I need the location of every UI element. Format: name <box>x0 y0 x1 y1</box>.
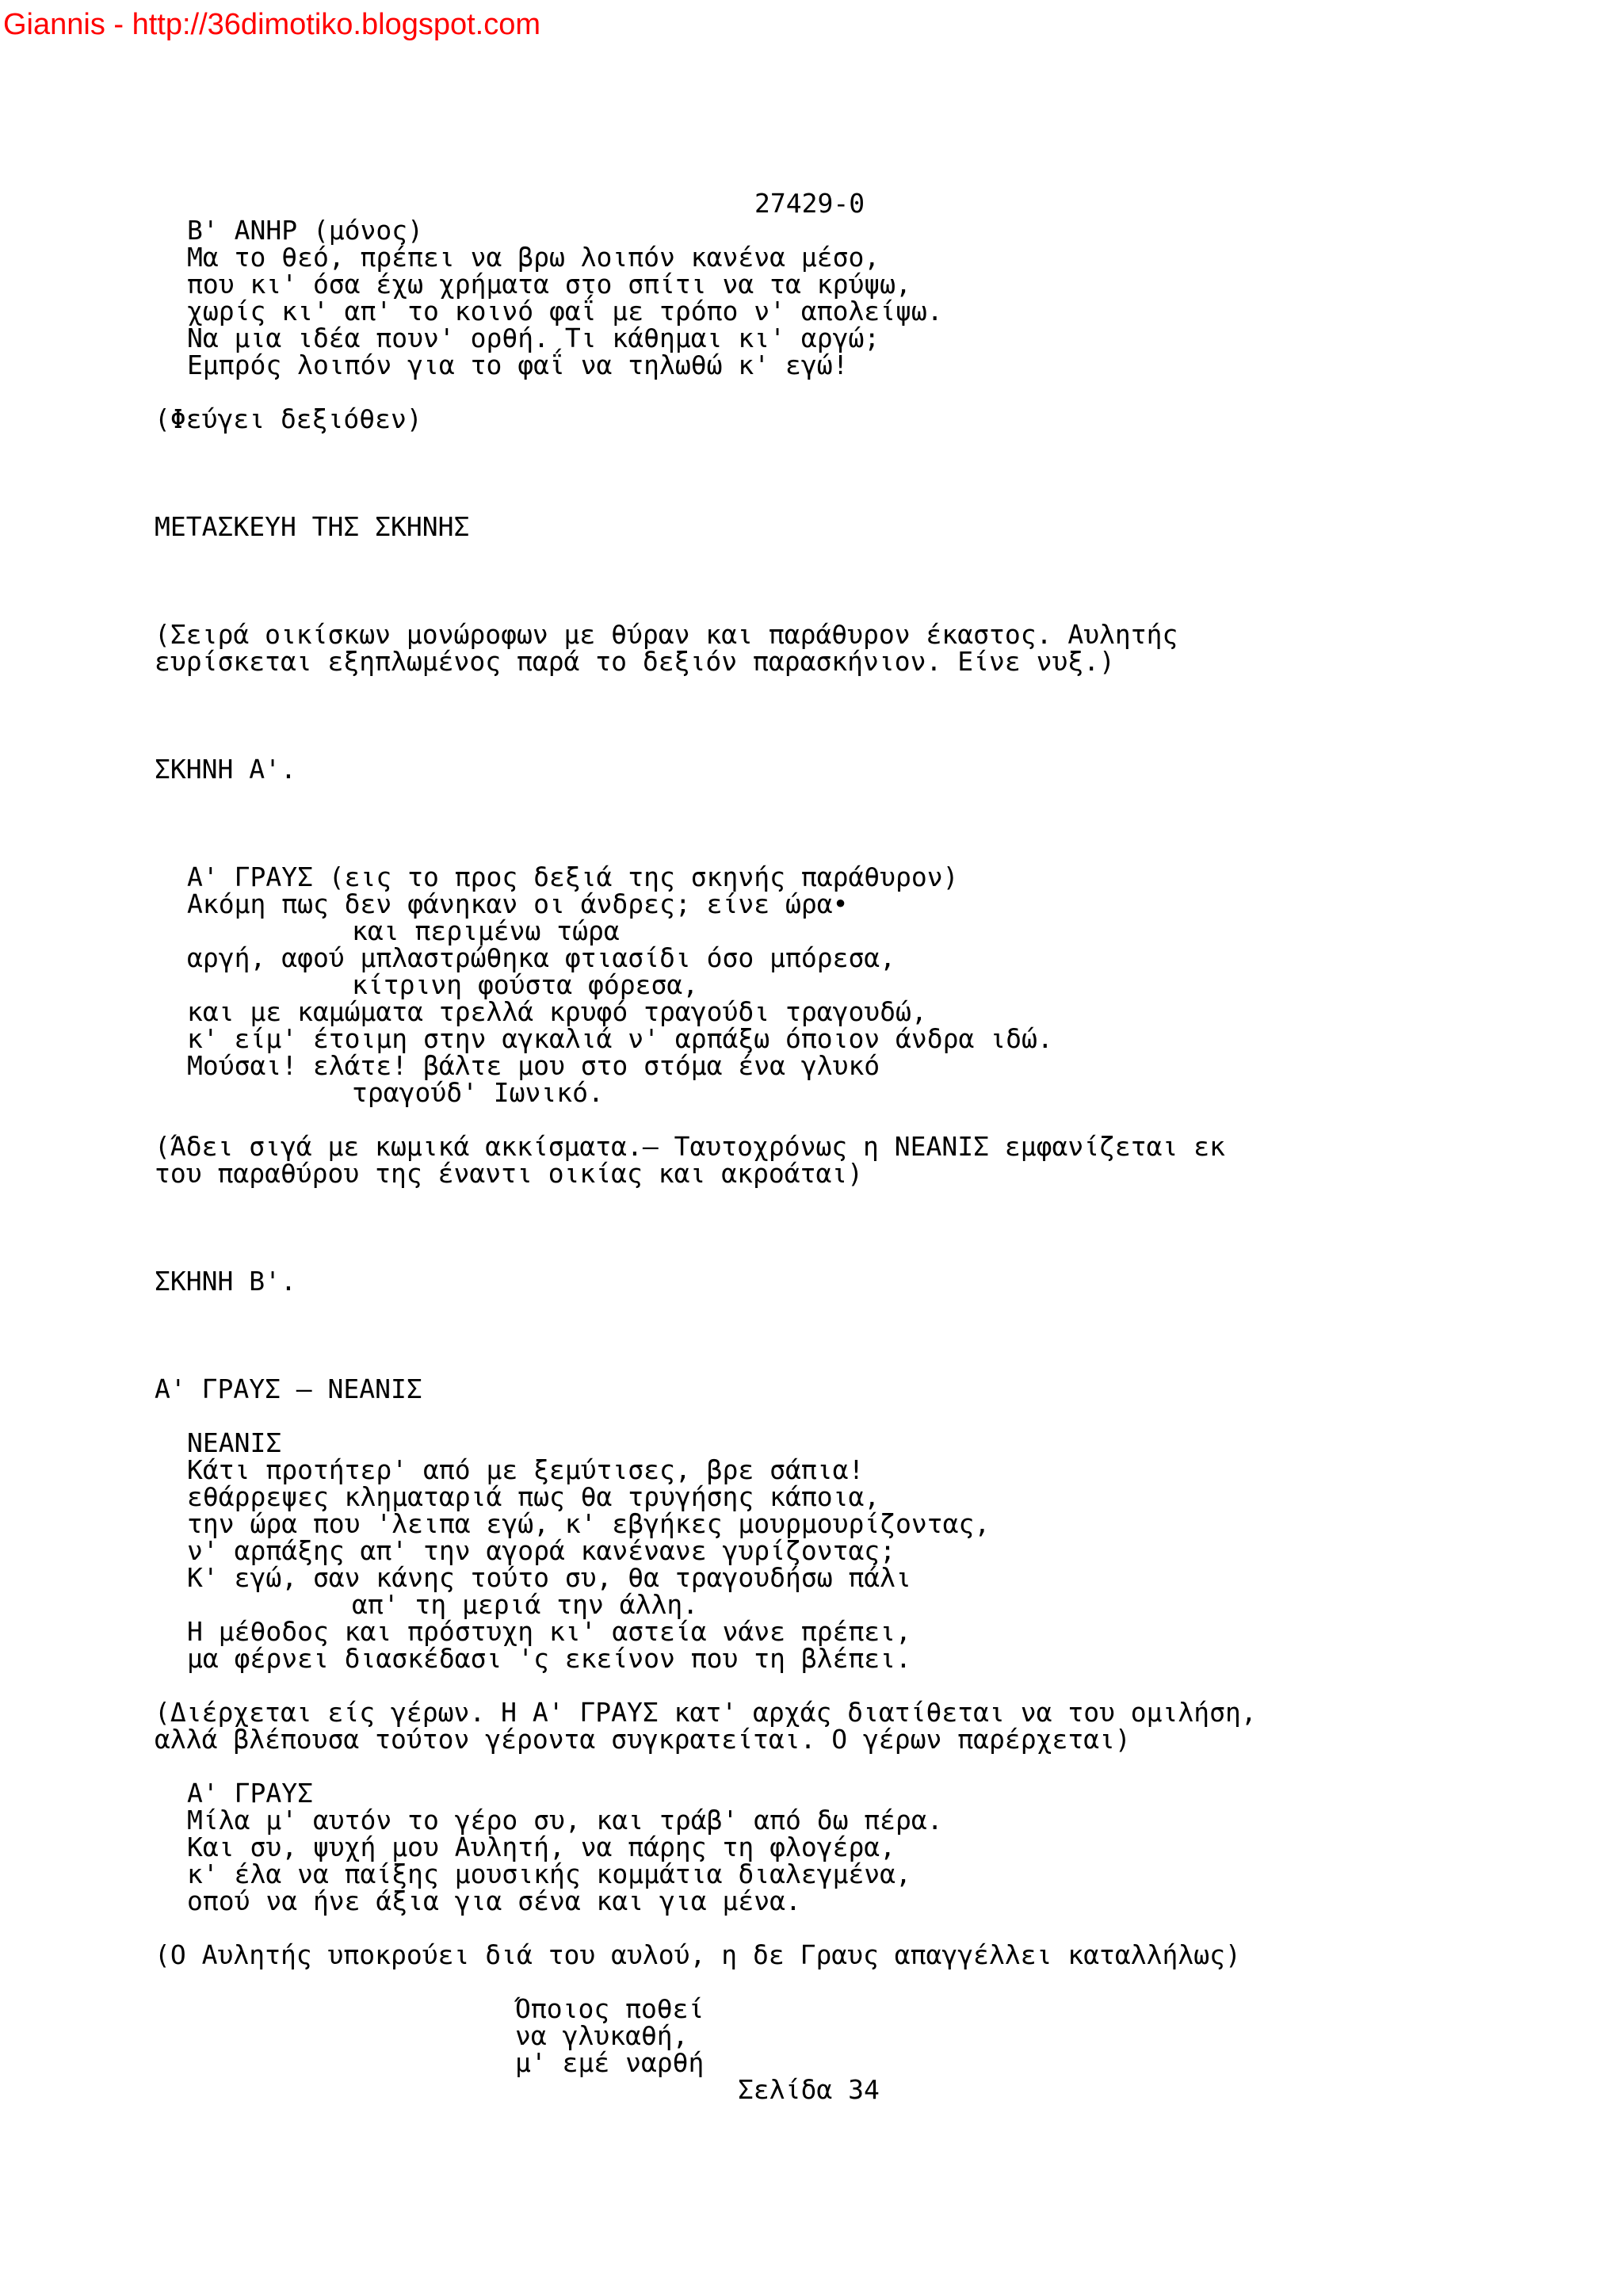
stage-direction: (Διέρχεται είς γέρων. Η Α' ΓΡΑΥΣ κατ' αρχάς διατίθεται να του ομιλήση, <box>155 1697 1257 1728</box>
verse-line: κ' είμ' έτοιμη στην αγκαλιά ν' αρπάξω όποιον άνδρα ιδώ. <box>187 1023 1053 1054</box>
stage-direction: ευρίσκεται εξηπλωμένος παρά το δεξιόν παρασκήνιον. Είνε νυξ.) <box>155 646 1115 677</box>
verse-line: την ώρα που 'λειπα εγώ, κ' εβγήκες μουρμουρίζοντας, <box>187 1508 991 1539</box>
verse-line: κίτρινη φούστα φόρεσα, <box>352 969 699 1000</box>
characters-heading: Α' ΓΡΑΥΣ — ΝΕΑΝΙΣ <box>155 1373 422 1404</box>
stage-direction: (Ο Αυλητής υποκρούει διά του αυλού, η δε Γραυς απαγγέλλει καταλλήλως) <box>155 1939 1241 1970</box>
verse-line: που κι' όσα έχω χρήματα στο σπίτι να τα κρύψω, <box>187 269 911 300</box>
verse-line: απ' τη μεριά την άλλη. <box>352 1589 699 1620</box>
verse-line: Κ' εγώ, σαν κάνης τούτο συ, θα τραγουδήσω πάλι <box>187 1562 911 1593</box>
verse-line: Να μια ιδέα πουν' ορθή. Τι κάθημαι κι' αργώ; <box>187 323 880 353</box>
verse-line: χωρίς κι' απ' το κοινό φαΐ με τρόπο ν' απολείψω. <box>187 296 943 327</box>
verse-line: Μίλα μ' αυτόν το γέρο συ, και τράβ' από δω πέρα. <box>187 1805 943 1836</box>
speaker-b-anir: Β' ΑΝΗΡ (μόνος) <box>187 215 424 246</box>
stage-direction: αλλά βλέπουσα τούτον γέροντα συγκρατείται. Ο γέρων παρέρχεται) <box>155 1724 1131 1755</box>
scene-b-heading: ΣΚΗΝΗ Β'. <box>155 1266 296 1297</box>
verse-line: Κάτι προτήτερ' από με ξεμύτισες, βρε σάπια! <box>187 1454 865 1485</box>
speaker-neanis: ΝΕΑΝΙΣ <box>187 1427 282 1458</box>
song-line: Όποιος ποθεί <box>515 1993 705 2024</box>
verse-line: εθάρρεψες κληματαριά πως θα τρυγήσης κάποια, <box>187 1481 880 1512</box>
verse-line: και περιμένω τώρα <box>352 915 620 946</box>
speaker-a-grafs: Α' ΓΡΑΥΣ <box>187 1778 313 1809</box>
verse-line: αργή, αφού μπλαστρώθηκα φτιασίδι όσο μπόρεσα, <box>187 942 896 973</box>
verse-line: Ακόμη πως δεν φάνηκαν οι άνδρες; είνε ώρα• <box>187 888 849 919</box>
watermark-text: Giannis - http://36dimotiko.blogspot.com <box>3 8 541 41</box>
stage-direction: (Άδει σιγά με κωμικά ακκίσματα.— Ταυτοχρόνως η ΝΕΑΝΙΣ εμφανίζεται εκ <box>155 1131 1226 1162</box>
verse-line: και με καμώματα τρελλά κρυφό τραγούδι τραγουδώ, <box>187 996 927 1027</box>
song-line: μ' εμέ ναρθή <box>515 2047 705 2078</box>
verse-line: Εμπρός λοιπόν για το φαΐ να τηλωθώ κ' εγώ! <box>187 350 849 380</box>
verse-line: Μα το θεό, πρέπει να βρω λοιπόν κανένα μέσο, <box>187 242 880 273</box>
verse-line: τραγούδ' Ιωνικό. <box>352 1077 604 1108</box>
song-line: να γλυκαθή, <box>515 2020 689 2051</box>
stage-direction: (Φεύγει δεξιόθεν) <box>155 403 422 434</box>
stage-direction: (Σειρά οικίσκων μονώροφων με θύραν και παράθυρον έκαστος. Αυλητής <box>155 619 1178 650</box>
scene-change-heading: ΜΕΤΑΣΚΕΥΗ ΤΗΣ ΣΚΗΝΗΣ <box>155 511 470 542</box>
verse-line: Μούσαι! ελάτε! βάλτε μου στο στόμα ένα γλυκό <box>187 1050 880 1081</box>
stage-direction: του παραθύρου της έναντι οικίας και ακροάται) <box>155 1158 864 1189</box>
verse-line: μα φέρνει διασκέδασι 'ς εκείνον που τη βλέπει. <box>187 1643 911 1674</box>
verse-line: Η μέθοδος και πρόστυχη κι' αστεία νάνε πρέπει, <box>187 1616 911 1647</box>
scene-a-heading: ΣΚΗΝΗ Α'. <box>155 754 296 785</box>
speaker-a-grafs: Α' ΓΡΑΥΣ (εις το προς δεξιά της σκηνής παράθυρον) <box>187 861 959 892</box>
verse-line: Και συ, ψυχή μου Αυλητή, να πάρης τη φλογέρα, <box>187 1832 896 1862</box>
verse-line: ν' αρπάξης απ' την αγορά κανένανε γυρίζοντας; <box>187 1535 896 1566</box>
verse-line: κ' έλα να παίξης μουσικής κομμάτια διαλεγμένα, <box>187 1859 911 1889</box>
verse-line: οπού να ήνε άξια για σένα και για μένα. <box>187 1885 801 1916</box>
document-id: 27429-0 <box>754 188 865 219</box>
page-number: Σελίδα 34 <box>738 2074 880 2105</box>
